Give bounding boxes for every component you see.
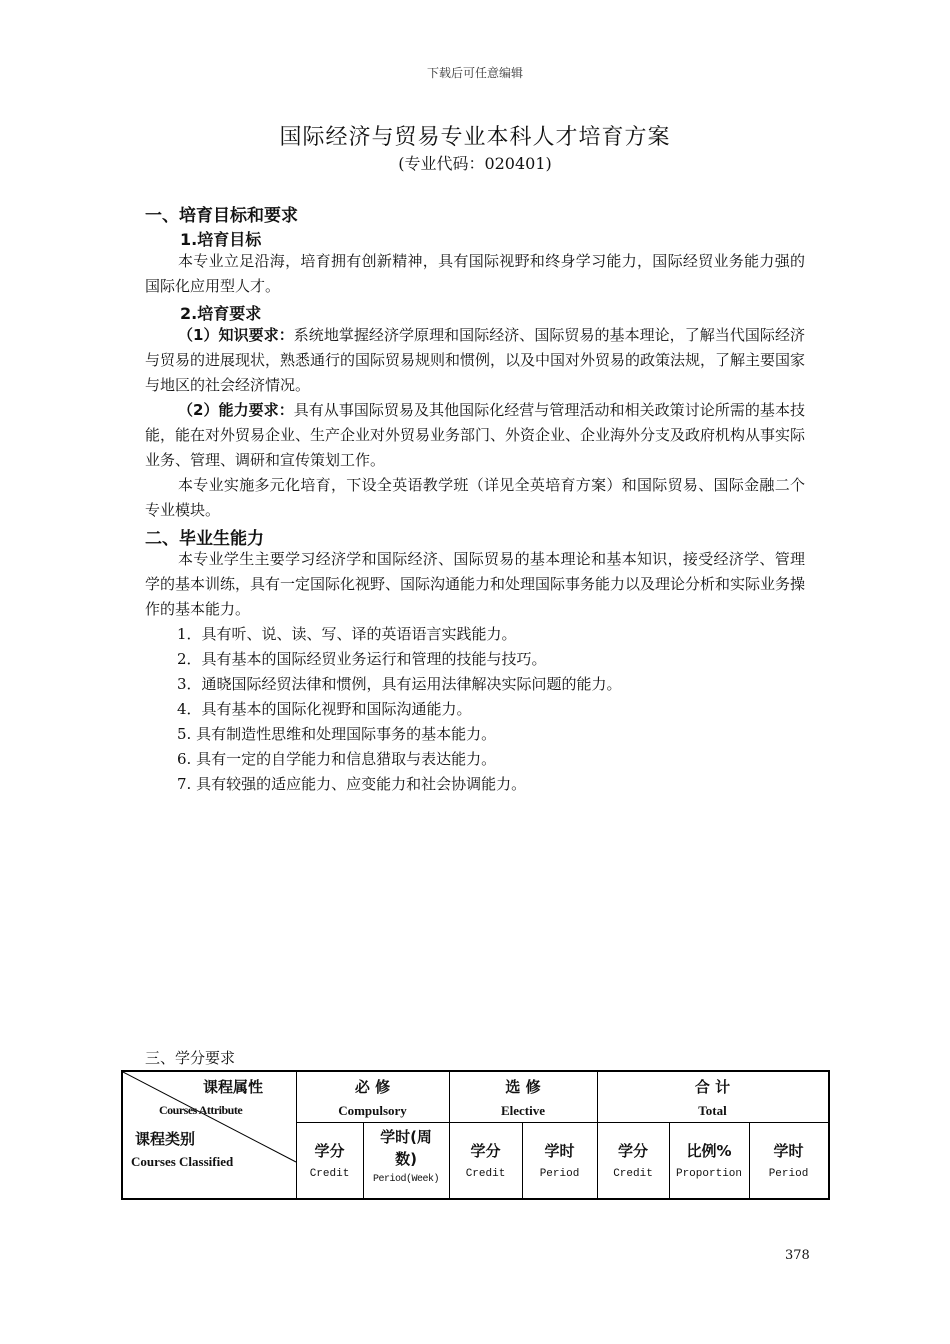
col-en-label: Period	[768, 1168, 809, 1180]
knowledge-requirement-label: （1）知识要求：	[178, 326, 294, 344]
ability-requirement-text: 具有从事国际贸易及其他国际化经营与管理活动和相关政策讨论所需的基本技能，能在对外贸易企业、生产企业对外贸易业务部门、外资企业、企业海外分支及政府机构从事实际业务、管理、调研和宣传策划工作。	[145, 401, 806, 469]
col-header	[669, 1140, 749, 1180]
list-item: 2．具有基本的国际经贸业务运行和管理的技能与技巧。	[177, 650, 547, 668]
knowledge-requirement-paragraph	[145, 323, 805, 398]
group-zh-label: 合 计	[694, 1078, 731, 1096]
list-item: 7. 具有较强的适应能力、应变能力和社会协调能力。	[177, 775, 527, 793]
section-1-heading: 一、培育目标和要求	[145, 206, 298, 226]
ability-requirement-paragraph	[145, 398, 805, 473]
section-1-1-heading: 1.培育目标	[180, 230, 262, 249]
col-header	[749, 1140, 828, 1180]
col-en-label: Credit	[465, 1168, 506, 1180]
group-total	[597, 1076, 828, 1119]
col-en-label: Credit	[613, 1168, 653, 1180]
credit-requirement-table	[121, 1070, 830, 1200]
col-header	[449, 1140, 522, 1180]
col-zh-label: 学分	[470, 1142, 501, 1160]
list-item: 6. 具有一定的自学能力和信息猎取与表达能力。	[177, 750, 497, 768]
group-zh-label: 必 修	[354, 1078, 391, 1096]
page-subtitle: (专业代码：020401)	[398, 154, 552, 173]
courses-classified-label: 课程类别	[135, 1130, 196, 1148]
col-zh-label: 学分	[617, 1142, 648, 1160]
list-item: 1．具有听、说、读、写、译的英语语言实践能力。	[177, 625, 517, 643]
col-en-label: Period(Week)	[372, 1174, 439, 1185]
diversified-training-paragraph: 本专业实施多元化培育，下设全英语教学班（详见全英培育方案）和国际贸易、国际金融二个专业模块。	[145, 476, 805, 519]
col-zh-label: 学时	[773, 1142, 804, 1160]
col-zh-label: 学时	[544, 1142, 575, 1160]
col-header	[597, 1140, 669, 1180]
section-1-2-heading: 2.培育要求	[180, 304, 262, 323]
page-title: 国际经济与贸易专业本科人才培育方案	[279, 125, 671, 150]
list-item: 5. 具有制造性思维和处理国际事务的基本能力。	[177, 725, 497, 743]
col-zh-label: 学时(周数)	[380, 1128, 432, 1168]
ability-requirement-label: （2）能力要求：	[178, 401, 294, 419]
courses-attribute-label: 课程属性	[203, 1078, 264, 1096]
col-header	[296, 1140, 363, 1180]
list-item: 4．具有基本的国际化视野和国际沟通能力。	[177, 700, 472, 718]
section-2-heading: 二、毕业生能力	[145, 529, 264, 549]
col-zh-label: 比例%	[686, 1142, 732, 1160]
knowledge-requirement-text: 系统地掌握经济学原理和国际经济、国际贸易的基本理论，了解当代国际经济与贸易的进展现状，熟悉通行的国际贸易规则和惯例，以及中国对外贸易的政策法规，了解主要国家与地区的社会经济情况。	[145, 326, 806, 394]
section-3-heading: 三、学分要求	[145, 1049, 236, 1067]
courses-attribute-en-label: Courses Attribute	[159, 1103, 243, 1117]
col-header	[363, 1126, 449, 1185]
list-item: 3．通晓国际经贸法律和惯例，具有运用法律解决实际问题的能力。	[177, 675, 622, 693]
group-compulsory	[296, 1076, 449, 1119]
group-en-label: Total	[698, 1103, 727, 1118]
col-header	[522, 1140, 597, 1180]
courses-classified-en-label: Courses Classified	[131, 1154, 234, 1169]
col-zh-label: 学分	[314, 1142, 345, 1160]
graduate-ability-intro: 本专业学生主要学习经济学和国际经济、国际贸易的基本理论和基本知识，接受经济学、管理学的基本训练，具有一定国际化视野、国际沟通能力和处理国际事务能力以及理论分析和实际业务操作的基本能力。	[145, 550, 806, 618]
col-en-label: Credit	[309, 1168, 350, 1180]
col-en-label: Proportion	[675, 1168, 742, 1180]
ability-list	[177, 622, 622, 797]
header-note: 下载后可任意编辑	[426, 66, 523, 80]
group-en-label: Elective	[500, 1103, 546, 1118]
group-elective	[449, 1076, 597, 1119]
col-en-label: Period	[539, 1168, 580, 1180]
group-zh-label: 选 修	[505, 1078, 541, 1096]
page-number: 378	[785, 1248, 810, 1263]
goal-paragraph: 本专业立足沿海，培育拥有创新精神，具有国际视野和终身学习能力，国际经贸业务能力强的国际化应用型人才。	[145, 252, 805, 295]
group-en-label: Compulsory	[338, 1103, 407, 1118]
